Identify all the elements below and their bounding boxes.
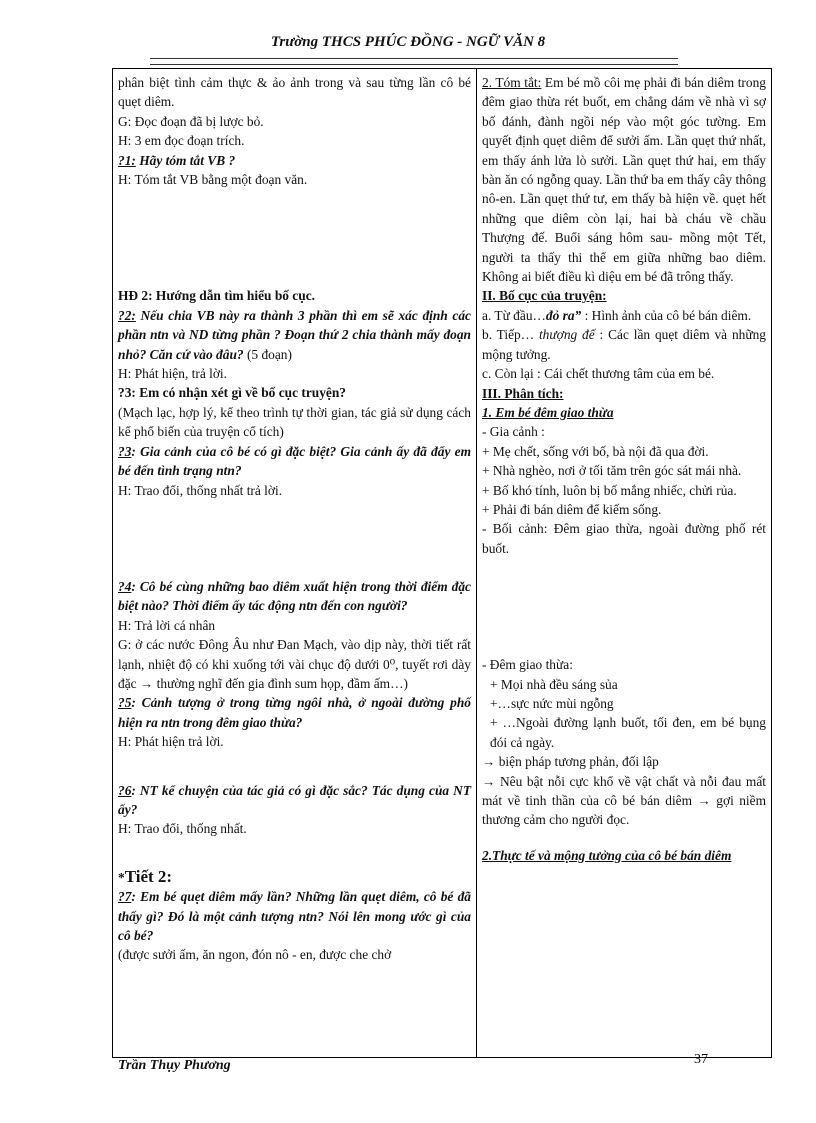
question-4 bbox=[118, 577, 471, 616]
question-2 bbox=[118, 306, 471, 364]
question-2-text: Nếu chia VB này ra thành 3 phần thì em sẽ xác định các phần ntn và ND từng phần ? Đoạn thứ 2 chia thành mấy đoạn nhỏ? Căn cứ vào đâu? bbox=[118, 307, 471, 362]
student-activity-2: H: Tóm tắt VB bằng một đoạn văn. bbox=[118, 172, 308, 188]
structure-part-c: c. Còn lại : Cái chết thương tâm của em bé. bbox=[482, 366, 715, 382]
structure-part-b bbox=[482, 325, 766, 364]
left-intro-text: phân biệt tình cảm thực & ảo ảnh trong và sau từng lần cô bé quẹt diêm. bbox=[118, 75, 471, 110]
question-6-number: ?6 bbox=[118, 782, 132, 798]
question-7-answer: (được sưởi ấm, ăn ngon, đón nô - en, được che chở bbox=[118, 947, 392, 963]
structure-part-a-start: a. Từ đầu… bbox=[482, 307, 546, 323]
question-1 bbox=[118, 151, 471, 170]
teacher-explanation-2: G: ở các nước Đông Âu như Đan Mạch, vào dịp này, thời tiết rất lạnh, nhiệt độ có khi xuống tới vài chục độ dưới 0⁰, tuyết rơi dày đặc → thường nghĩ đến gia đình sum họp, đầm ấm…) bbox=[118, 637, 471, 691]
student-activity-5: H: Trả lời cá nhân bbox=[118, 617, 216, 633]
question-4-text: : Cô bé cùng những bao diêm xuất hiện trong thời điểm đặc biệt nào? Thời điểm ấy tác động ntn đến con người? bbox=[118, 578, 471, 614]
blank-space bbox=[118, 500, 471, 577]
question-2-number: ?2: bbox=[118, 307, 136, 323]
question-1-number: ?1: bbox=[118, 152, 136, 168]
teacher-student-activities-column bbox=[113, 69, 477, 1058]
structure-part-a bbox=[482, 306, 766, 325]
blank-space bbox=[118, 839, 471, 867]
period-2-star: * bbox=[118, 869, 125, 885]
question-5-text: : Cảnh tượng ở trong từng ngôi nhà, ở ngoài đường phố hiện ra ntn trong đêm giao thừa? bbox=[118, 695, 471, 730]
student-activity-4: H: Trao đổi, thống nhất trả lời. bbox=[118, 482, 283, 498]
student-activity-1: H: 3 em đọc đoạn trích. bbox=[118, 133, 245, 149]
question-5-number: ?5 bbox=[118, 695, 132, 711]
analysis-heading: III. Phân tích: bbox=[482, 385, 564, 401]
blank-space bbox=[118, 752, 471, 781]
question-7 bbox=[118, 887, 471, 945]
structure-part-b-start: b. Tiếp… bbox=[482, 327, 539, 343]
summary-section bbox=[482, 73, 766, 286]
page-header-title: Trường THCS PHÚC ĐỒNG - NGỮ VĂN 8 bbox=[270, 34, 546, 50]
new-year-eve-point-3: + …Ngoài đường lạnh buốt, tối đen, em bé bụng đói cả ngày. bbox=[490, 715, 766, 750]
student-activity-3: H: Phát hiện, trả lời. bbox=[118, 366, 227, 382]
header-double-rule bbox=[150, 58, 678, 65]
question-3-answer: (Mạch lạc, hợp lý, kể theo trình tự thời gian, tác giả sử dụng cách kể phổ biến của truyện cổ tích) bbox=[118, 404, 471, 440]
contrast-technique: → biện pháp tương phản, đối lập bbox=[482, 754, 659, 770]
family-point-4: + Phải đi bán diêm để kiếm sống. bbox=[482, 501, 662, 517]
question-3: ?3: Em có nhận xét gì về bố cục truyện? bbox=[118, 385, 347, 401]
question-6 bbox=[118, 781, 471, 820]
new-year-eve-heading: - Đêm giao thừa: bbox=[482, 657, 573, 673]
family-point-2: + Nhà nghèo, nơi ở tối tăm trên góc sát mái nhà. bbox=[482, 463, 742, 479]
summary-label: 2. Tóm tắt: bbox=[482, 75, 542, 90]
student-activity-6: H: Phát hiện trả lời. bbox=[118, 734, 224, 750]
question-3b bbox=[118, 442, 471, 481]
section-1-heading: 1. Em bé đêm giao thừa bbox=[482, 404, 614, 420]
blank-space bbox=[482, 558, 766, 655]
technique-effect: → Nêu bật nỗi cực khổ về vật chất và nỗi đau mất mát về tinh thần của cô bé bán diêm → gợi niềm thương cảm cho người đọc. bbox=[482, 773, 766, 828]
family-point-3: + Bố khó tính, luôn bị bố mắng nhiếc, chửi rủa. bbox=[482, 482, 737, 498]
blank-space bbox=[482, 830, 766, 846]
setting-text: - Bối cảnh: Đêm giao thừa, ngoài đường phố rét buốt. bbox=[482, 521, 766, 556]
new-year-eve-point-1: + Mọi nhà đều sáng sủa bbox=[490, 676, 618, 692]
structure-part-b-content: : Các lần quẹt diêm và những mộng tưởng. bbox=[482, 327, 766, 362]
new-year-eve-point-2: +…sực nức mùi ngỗng bbox=[490, 695, 614, 711]
question-4-number: ?4 bbox=[118, 578, 132, 594]
structure-part-a-end: đỏ ra” bbox=[545, 307, 582, 323]
page-number: 37 bbox=[694, 1052, 708, 1067]
structure-part-b-end: thượng đế bbox=[538, 327, 595, 343]
question-2-note: (5 đoạn) bbox=[243, 346, 292, 362]
question-5 bbox=[118, 693, 471, 732]
question-6-text: : NT kể chuyện của tác giả có gì đặc sắc? Tác dụng của NT ấy? bbox=[118, 782, 471, 817]
student-activity-7: H: Trao đổi, thống nhất. bbox=[118, 821, 247, 837]
section-2-heading: 2.Thực tế và mộng tưởng của cô bé bán diêm bbox=[482, 847, 732, 863]
activity-2-heading: HĐ 2: Hướng dẫn tìm hiểu bố cục. bbox=[118, 288, 315, 304]
structure-heading: II. Bố cục của truyện: bbox=[482, 288, 607, 304]
family-point-1: + Mẹ chết, sống với bố, bà nội đã qua đời. bbox=[482, 443, 709, 459]
family-circumstance: - Gia cảnh : bbox=[482, 424, 545, 440]
question-3b-text: : Gia cảnh của cô bé có gì đặc biệt? Gia cảnh ấy đã đẩy em bé đến tình trạng ntn? bbox=[118, 443, 471, 479]
period-2-heading bbox=[118, 867, 471, 887]
content-column bbox=[477, 69, 772, 1058]
summary-text: Em bé mồ côi mẹ phải đi bán diêm trong đêm giao thừa rét buốt, em chẳng dám về nhà vì sợ bố đánh, đành ngồi nép vào một góc tường. Em quyết định quẹt diêm để sưởi ấm. Lần quẹt thứ nhất, em thấy ánh lửa lò sưởi. Lần quẹt thứ hai, em thấy bàn ăn có ngỗng quay. Lần thứ ba em thấy cây thông nô-en. Lần quẹt thứ tư, em thấy bà hiện về. quẹt hết những que diêm còn lại, hai bà cháu về chầu Thượng đế. Buổi sáng hôm sau- mồng một Tết, người ta thấy thi thể em giữa những bao diêm. Không ai biết điều kì diệu em bé đã trông thấy. bbox=[482, 75, 766, 285]
blank-space bbox=[118, 189, 471, 286]
question-7-text: : Em bé quẹt diêm mấy lần? Những lần quẹt diêm, cô bé đã thấy gì? Đó là một cảnh tượng ntn? Nói lên mong ước gì của cô bé? bbox=[118, 889, 471, 943]
author-name: Trần Thụy Phương bbox=[118, 1058, 231, 1073]
question-1-text: Hãy tóm tắt VB ? bbox=[135, 152, 236, 168]
period-2-title: Tiết 2: bbox=[124, 866, 173, 886]
teacher-instruction-1: G: Đọc đoạn đã bị lược bỏ. bbox=[118, 113, 264, 129]
lesson-table bbox=[112, 68, 772, 1058]
question-3b-number: ?3 bbox=[118, 443, 132, 459]
question-7-number: ?7 bbox=[118, 889, 132, 905]
structure-part-a-content: : Hình ảnh của cô bé bán diêm. bbox=[581, 307, 752, 323]
